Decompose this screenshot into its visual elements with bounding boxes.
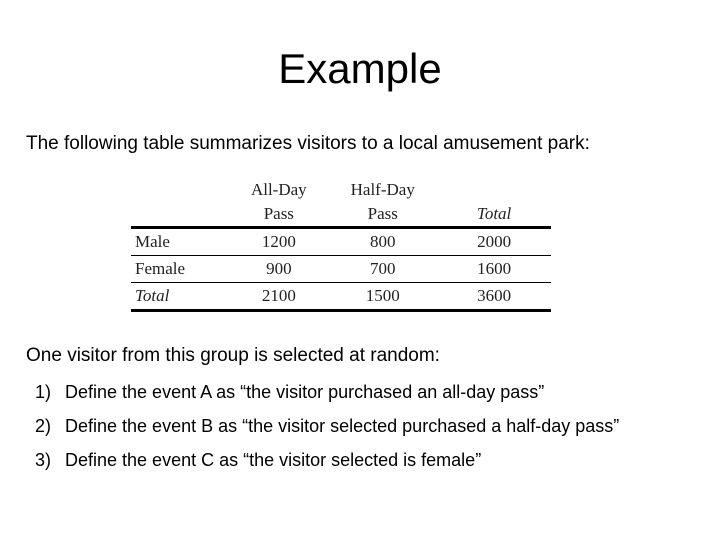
item-text: Define the event B as “the visitor selected purchased a half-day pass” <box>65 416 620 436</box>
row-label: Female <box>135 259 186 278</box>
row-label: Male <box>135 232 170 251</box>
table-cell: 1500 <box>365 286 400 305</box>
table-cell: 3600 <box>477 286 512 305</box>
item-number: 2) <box>35 416 52 436</box>
header-all-day: All-Day <box>250 180 307 199</box>
item-number: 3) <box>35 450 52 470</box>
header-cell <box>437 178 551 202</box>
intro-text: The following table summarizes visitors to a local amusement park: <box>26 133 590 154</box>
header-total: Total <box>476 204 512 223</box>
summary-table <box>131 178 551 312</box>
item-text: Define the event A as “the visitor purchased an all-day pass” <box>65 382 545 402</box>
table-cell: 1600 <box>477 259 512 278</box>
table-cell: 700 <box>370 259 396 278</box>
header-half-day: Half-Day <box>350 180 415 199</box>
table-row <box>131 228 551 256</box>
question-list <box>35 378 619 480</box>
header-row-1 <box>131 178 551 202</box>
question-intro: One visitor from this group is selected at random: <box>26 345 440 366</box>
table-row <box>131 256 551 283</box>
table-cell: 1200 <box>261 232 296 251</box>
list-item <box>35 412 619 440</box>
table-cell: 2100 <box>261 286 296 305</box>
list-item <box>35 446 619 474</box>
row-label: Total <box>135 286 170 305</box>
table-cell: 800 <box>370 232 396 251</box>
table-cell: 900 <box>266 259 292 278</box>
list-item <box>35 378 619 406</box>
total-row <box>131 283 551 311</box>
header-row-2 <box>131 202 551 228</box>
item-text: Define the event C as “the visitor selected is female” <box>65 450 482 470</box>
header-pass: Pass <box>263 204 294 223</box>
header-pass: Pass <box>367 204 398 223</box>
item-number: 1) <box>35 382 52 402</box>
visitor-table <box>131 178 551 312</box>
header-cell <box>131 178 229 202</box>
table-cell: 2000 <box>477 232 512 251</box>
slide-title: Example <box>278 45 442 92</box>
header-cell <box>131 202 229 228</box>
